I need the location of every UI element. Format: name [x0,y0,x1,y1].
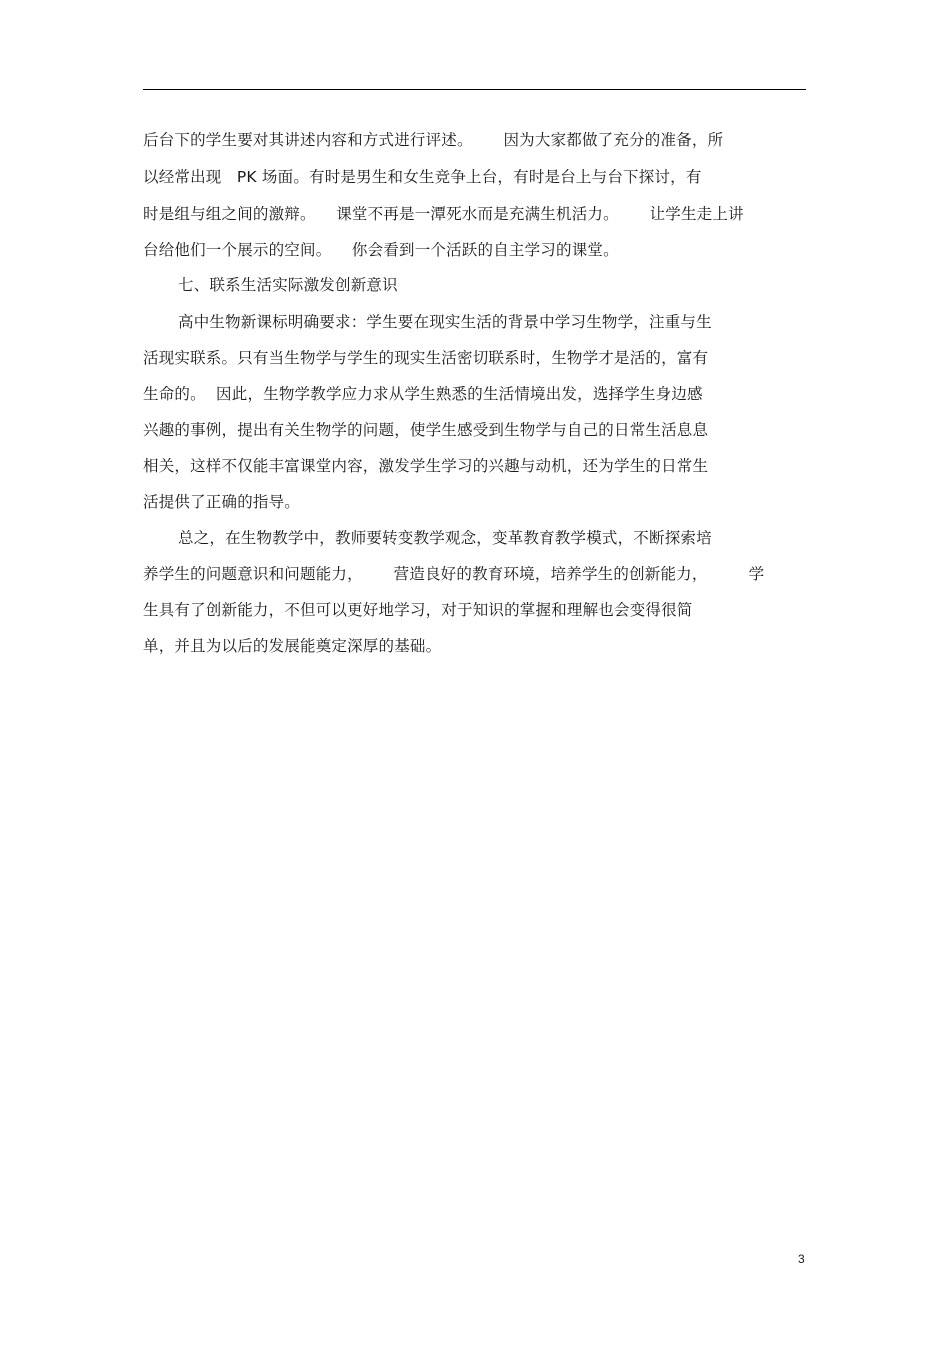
header-rule [143,89,806,90]
text-line: 活提供了正确的指导。 [143,493,301,511]
section-heading: 七、联系生活实际激发创新意识 [178,276,398,294]
text-line: 高中生物新课标明确要求：学生要在现实生活的背景中学习生物学，注重与生 [178,313,712,331]
text-line: 相关，这样不仅能丰富课堂内容，激发学生学习的兴趣与动机，还为学生的日常生 [143,457,709,475]
text-line: 总之，在生物教学中，教师要转变教学观念，变革教育教学模式，不断探索培 [178,529,712,547]
text-line: 时是组与组之间的激辩。 课堂不再是一潭死水而是充满生机活力。 让学生走上讲 [143,205,744,223]
text-line: 以经常出现 PK 场面。有时是男生和女生竞争上台，有时是台上与台下探讨，有 [143,168,702,186]
page-number: 3 [798,1252,805,1266]
text-line: 养学生的问题意识和问题能力， 营造良好的教育环境，培养学生的创新能力， 学 [143,565,765,583]
text-line: 生具有了创新能力，不但可以更好地学习，对于知识的掌握和理解也会变得很简 [143,601,693,619]
text-line: 活现实联系。只有当生物学与学生的现实生活密切联系时，生物学才是活的，富有 [143,349,709,367]
text-line: 后台下的学生要对其讲述内容和方式进行评述。 因为大家都做了充分的准备，所 [143,131,724,149]
text-line: 兴趣的事例，提出有关生物学的问题，使学生感受到生物学与自己的日常生活息息 [143,421,709,439]
text-line: 台给他们一个展示的空间。 你会看到一个活跃的自主学习的课堂。 [143,241,619,259]
text-line: 单，并且为以后的发展能奠定深厚的基础。 [143,637,442,655]
text-line: 生命的。 因此，生物学教学应力求从学生熟悉的生活情境出发，选择学生身边感 [143,385,703,403]
